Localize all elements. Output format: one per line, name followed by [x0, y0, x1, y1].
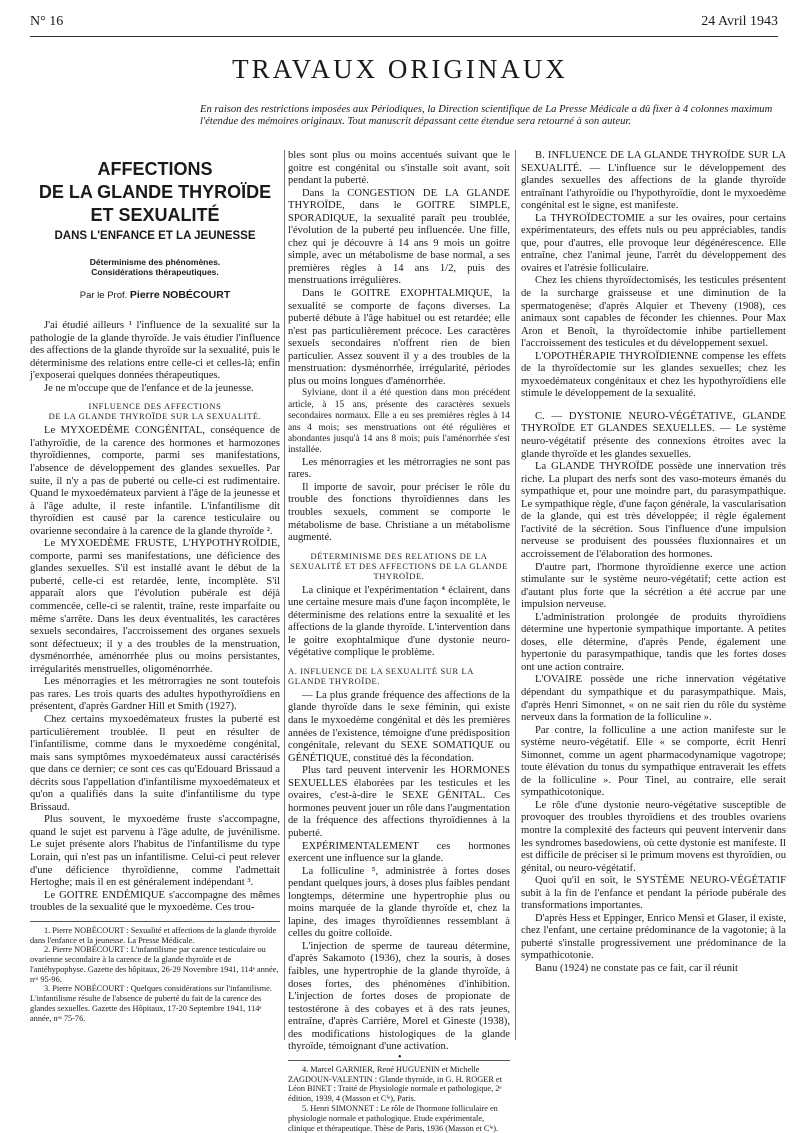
issue-number: N° 16 [30, 14, 64, 29]
paragraph: — La plus grande fréquence des affections de la glande thyroïde dans le sexe féminin, qui existe dans le myxoedème congénital et dès les premières années de l'existence, témoigne d'une prédisposition congénitale, relevant du SEXE SOMATIQUE ou GÉNÉTIQUE, constitué dès la fécondation. [288, 689, 510, 764]
footnote: 1. Pierre NOBÉCOURT : Sexualité et affections de la glande thyroïde dans l'enfance et la jeunesse. La Presse Médicale. [30, 925, 277, 945]
article-title-line: AFFECTIONS [97, 159, 213, 179]
paragraph: Banu (1924) ne constate pas ce fait, car il réunit [535, 963, 738, 974]
paragraph: Les ménorragies et les métrorragies ne sont toutefois pas rares. Les trois quarts des adultes hypothyroïdiens en présentent, d'après Gardner Hill et Smith (1927). [30, 676, 280, 713]
paragraph: L'OPOTHÉRAPIE THYROÏDIENNE compense les effets de la thyroïdectomie sur les glandes sexuelles; chez les myxoedémateux congénitaux et chez les hypothyroïdiens elle stimule le développement de la sexualité. [521, 350, 786, 400]
article-title-line: DE LA GLANDE THYROÏDE [38, 182, 272, 202]
column-2 [288, 150, 510, 1133]
paragraph: Quoi qu'il en soit, le SYSTÈME NEURO-VÉGÉTATIF subit à la fin de l'enfance et pendant la période pubérale des transformations importantes. [521, 875, 786, 912]
article-details [30, 257, 280, 277]
column-1 [30, 150, 280, 1024]
column-divider [284, 150, 285, 1040]
paragraph: D'autre part, l'hormone thyroïdienne exerce une action stimulante sur le système neuro-végétatif; cette action est d'autant plus forte que la sécrétion a été accrue par une impulsion nerveuse. [521, 561, 786, 611]
heading-line: DE LA GLANDE THYROÏDE SUR LA SEXUALITÉ. [48, 411, 262, 422]
paragraph: Les ménorragies et les métrorragies ne sont pas rares. [288, 456, 510, 481]
heading-line: INFLUENCE DES AFFECTIONS [88, 401, 222, 412]
paragraph: Plus tard peuvent intervenir les HORMONES SEXUELLES élaborées par les testicules et les ovaires, c'est-à-dire le SEXE GÉNITAL. Ces hormones peuvent jouer un rôle dans l'augmentation de la fréquence des affections thyroïdiennes à la puberté. [288, 765, 510, 839]
paragraph: L'administration prolongée de produits thyroïdiens détermine une hypertonie sympathique importante. A petites doses, elle détermine, d'après Pende, également une hypertonie du parasympathique, tandis que les fortes doses ont une action contraire. [521, 611, 786, 673]
paragraph: Dans le GOITRE EXOPHTALMIQUE, la sexualité se comporte de façons diverses. La puberté débute à l'âge habituel ou est retardée; elle n'est pas particulièrement précoce. Les caractères sexuels secondaires n'offrent rien de bien particulier. Assez souvent il y a des troubles de la menstruation: dysménorrhée, irrégularité, périodes plus ou moins longues d'aménorrhée. [288, 288, 510, 387]
paragraph: Le MYXOEDÈME FRUSTE, L'HYPOTHYROÏDIE, comporte, parmi ses manifestations, une déficience des glandes sexuelles. S'il est installé avant le début de la puberté, celle-ci est retardée, lente, incomplète. S'il apparaît alors que l'évolution pubérale est déjà commencée, celle-ci se ralentit, traîne, reste imparfaite ou même s'arrête. Dans les deux éventualités, les caractères sexuels secondaires, l'accroissement des organes sexuels sont défectueux; il y a des troubles de la menstruation, dysménorrhée, aménorrhée plus ou moins persistantes, irrégularités menstruelles, oligoménorrhée. [30, 538, 280, 675]
article-subtitle: DANS L'ENFANCE ET LA JEUNESSE [54, 230, 256, 242]
footnote-rule [30, 921, 280, 922]
footnote: 3. Pierre NOBÉCOURT : Quelques considérations sur l'infantilisme. L'infantilisme résulte de l'absence de puberté du fait de la carence des glandes sexuelles. Gazette des Hôpitaux, 17-20 Septembre 1941, 114ᵉ année, nᵒˢ 75-76. [30, 984, 272, 1023]
paragraph: Le MYXOEDÈME CONGÉNITAL, conséquence de l'athyroïdie, de la carence des hormones et harmozones thyroïdiennes, comporte, parmi ses manifestations, l'absence de développement des glandes sexuelles. Par suite, il n'y a pas de puberté ou celle-ci est rudimentaire. Quand le myxoedémateux parvient à l'âge de la jeunesse et à l'âge adulte, il reste infantile. L'infantilisme dit thyroïdien est causé par la carence testiculaire ou ovarienne secondaire à la carence de la glande thyroïde ². [30, 425, 280, 537]
subsection-heading: A. INFLUENCE DE LA SEXUALITÉ SUR LA GLANDE THYROÏDE. [288, 665, 474, 686]
paragraph: bles sont plus ou moins accentués suivant que le goitre est congénital ou s'installe soit avant, soit pendant la puberté. [288, 150, 510, 187]
footnote: 4. Marcel GARNIER, René HUGUENIN et Michelle ZAGDOUN-VALENTIN : Glande thyroïde, in G. H. ROGER et Léon BINET : Traité de Physiologie normale et pathologique, 2ᵉ édition, 1939, 4 (Masson et Cⁱᵉ), Paris. [288, 1064, 502, 1104]
section-heading: DÉTERMINISME DES RELATIONS DE LA SEXUALITÉ ET DES AFFECTIONS DE LA GLANDE THYROÏDE. [290, 550, 508, 581]
paragraph: Chez certains myxoedémateux frustes la puberté est particulièrement troublée. Il peut en résulter de l'infantilisme, comme dans le myxoedème congénital, mais sans symptômes myxoedémateux aussi caractérisés que dans ce dernier; ce sont ces cas qu'Edouard Brissaud a décrits sous l'appellation d'infantilisme myxoedémateux et qu'on a qualifiés dans la suite d'infantilisme du type Brissaud. [30, 713, 280, 813]
paragraph: La THYROÏDECTOMIE a sur les ovaires, pour certains expérimentateurs, des effets nuls ou peu appréciables, tandis que, pour d'autres, elle provoque leur dégénérescence. Elle entraîne, chez l'animal jeune, l'arrêt du développement des ovaires et l'atrésie folliculaire. [521, 212, 786, 274]
author-name: Pierre NOBÉCOURT [129, 288, 231, 301]
article-title-line: ET SEXUALITÉ [90, 205, 220, 225]
paragraph: J'ai étudié ailleurs ¹ l'influence de la sexualité sur la pathologie de la glande thyroïde. Je vais étudier l'influence des affections de la glande thyroïde sur la sexualité, puis le déterminisme des relations entre celle-ci et celles-là; enfin j'exposerai quelques données thérapeutiques. [30, 320, 280, 382]
section-heading [30, 401, 280, 421]
column-divider [515, 150, 516, 1040]
paragraph: Chez les chiens thyroïdectomisés, les testicules présentent de la surcharge graisseuse et une diminution de la spermatogenèse; d'après Alquier et Theveny (1908), ces animaux sont capables de féconder les chiennes. Pour Max Aron et Benoît, la thyroïdectomie inhibe partiellement l'accroissement des testicules et du développement sexuel. [521, 275, 786, 350]
paragraph: C. — DYSTONIE NEURO-VÉGÉTATIVE, GLANDE THYROÏDE ET GLANDES SEXUELLES. — Le système neuro-végétatif présente des connexions étroites avec la glande thyroïde et les glandes sexuelles. [521, 410, 786, 460]
section-title: TRAVAUX ORIGINAUX [232, 54, 568, 84]
paragraph: Plus souvent, le myxoedème fruste s'accompagne, quand le sujet est parvenu à l'âge adulte, de juvénilisme. Le sujet présente alors l'habitus de l'infantilisme du type Lorain, qui n'est pas un infantilisme. Celui-ci peut relever d'une déficience thyroïdienne, comme l'admettait Hertoghe; mais il en est généralement indépendant ³. [30, 814, 280, 889]
paragraph: Le GOITRE ENDÉMIQUE s'accompagne des mêmes troubles de la sexualité que le myxoedème. Ces trou- [30, 889, 280, 914]
paragraph: Dans la CONGESTION DE LA GLANDE THYROÏDE, dans le GOITRE SIMPLE, SPORADIQUE, la sexualité paraît peu troublée, l'évolution de la puberté peu influencée. Une fille, chez qui je découvre à 14 ans 9 mois un goitre simple, avec un métabolisme de base normal, a ses premières règles à 14 ans 1/2, puis des menstruations irrégulières. [288, 187, 510, 287]
paragraph: La clinique et l'expérimentation ⁴ éclairent, dans une certaine mesure mais d'une façon incomplète, le déterminisme des relations entre la sexualité et les affections de la glande thyroïde. L'intervention dans le goitre exophtalmique d'une dystonie neuro-végétative complique le problème. [288, 584, 510, 659]
issue-date: 24 Avril 1943 [701, 14, 778, 29]
paragraph: La GLANDE THYROÏDE possède une innervation très riche. La plupart des nerfs sont des vaso-moteurs émanés du sympathique et, pour une moindre part, du parasympathique. Le sympathique règle, d'une façon générale, la vascularisation de la glande, qui est très développée; il règle également l'activité de la sécrétion. Sous l'influence d'une impulsion nerveuse se produisent des poussées fluxionnaires et un accroissement de l'élaboration des hormones. [521, 461, 786, 560]
header-rule [30, 36, 778, 37]
page-mark: • [398, 1052, 402, 1063]
details-line: Déterminisme des phénomènes. [89, 256, 221, 267]
author-prefix: Par le Prof. [79, 289, 128, 301]
article-author [30, 289, 280, 303]
footnote: 2. Pierre NOBÉCOURT : L'infantilisme par carence testiculaire ou ovarienne secondaire à la carence de la glande thyroïde et de l'antéhypophyse. Gazette des hôpitaux, 26-29 Novembre 1941, 114ᵉ année, nᵒˢ 95-96. [30, 945, 279, 984]
paragraph: Il importe de savoir, pour préciser le rôle du trouble des fonctions thyroïdiennes dans les troubles sexuels, comment se comporte le métabolisme de base. Christiane a un métabolisme augmenté. [288, 481, 510, 544]
paragraph: EXPÉRIMENTALEMENT ces hormones exercent une influence sur la glande. [288, 840, 510, 865]
paragraph: La folliculine ⁵, administrée à fortes doses pendant quelques jours, à doses plus faibles pendant longtemps, détermine une hypertrophie plus ou moins marquée de la glande thyroïde et, chez la lapine, des images thyroïdiennes ressemblant à celles du goitre colloïde. [288, 865, 510, 940]
paragraph: Le rôle d'une dystonie neuro-végétative susceptible de provoquer des troubles thyroïdiens et des troubles ovariens montre la complexité des facteurs qui peuvent intervenir dans les syndromes basedowiens, où cette dystonie est manifeste. Il est difficile de préciser si le primum movens est thyroïdien, ou génital, ou neuro-végétatif. [521, 799, 786, 874]
paragraph: Par contre, la folliculine a une action manifeste sur le système neuro-végétatif. Elle « se comporte, écrit Henri Simonnet, comme un agent pharmacodynamique vagotrope; toute élévation du tonus du sympathique entraverait les effets de la folliculine ». Pour Tinel, au contraire, elle serait sympathicotonique. [521, 724, 786, 799]
article-title [30, 158, 280, 227]
paragraph: L'OVAIRE possède une riche innervation végétative dépendant du sympathique et du parasympathique. Mais, d'après Henri Simonnet, « on ne sait rien du rôle du système nerveux dans la formation de la folliculine ». [521, 674, 786, 724]
case-note: Sylviane, dont il a été question dans mon précédent article, à 15 ans, présente des caractères sexuels secondaires normaux. Elle a eu ses premières règles à 14 ans 4 mois; ses menstruations ont été régulières et abondantes jusqu'à 14 ans 8 mois; puis l'aménorrhée s'est installée. [288, 388, 510, 456]
details-line: Considérations thérapeutiques. [91, 266, 219, 277]
paragraph: B. INFLUENCE DE LA GLANDE THYROÏDE SUR LA SEXUALITÉ. — L'influence sur le développement des glandes sexuelles des affections de la glande thyroïde entraînant l'athyroïdie ou l'hypothyroïdie, dont le myxoedème congénital est le signe, est manifeste. [521, 150, 786, 212]
paragraph: L'injection de sperme de taureau détermine, d'après Sakamoto (1936), chez la souris, à doses faibles, une hypertrophie de la glande thyroïde, à doses fortes, des phénomènes d'inhibition. L'injection de fortes doses de propionate de testostérone à des cobayes et à des rats jeunes, entraîne, d'après Carrière, Morel et Gineste (1938), des modifications histologiques de la glande thyroïde, témoignant d'une activation. [288, 940, 510, 1053]
footnote: 5. Henri SIMONNET : Le rôle de l'hormone folliculaire en physiologie normale et pathologique. Etude expérimentale, clinique et thérapeutique. Thèse de Paris, 1936 (Masson et Cⁱᵉ). [288, 1103, 499, 1133]
column-3 [521, 150, 786, 976]
editorial-notice: En raison des restrictions imposées aux Périodiques, la Direction scientifique de La Presse Médicale a dû fixer à 4 colonnes maximum l'étendue des mémoires originaux. Tout manuscrit dépassant cette étendue sera retourné à son auteur. [200, 104, 773, 128]
paragraph: D'après Hess et Eppinger, Enrico Mensi et Glaser, il existe, chez l'enfant, une certaine prédominance de la vagotonie; à la puberté s'installe progressivement une prédominance de la sympathicotonie. [521, 912, 786, 962]
paragraph: Je ne m'occupe que de l'enfance et de la jeunesse. [44, 382, 254, 394]
